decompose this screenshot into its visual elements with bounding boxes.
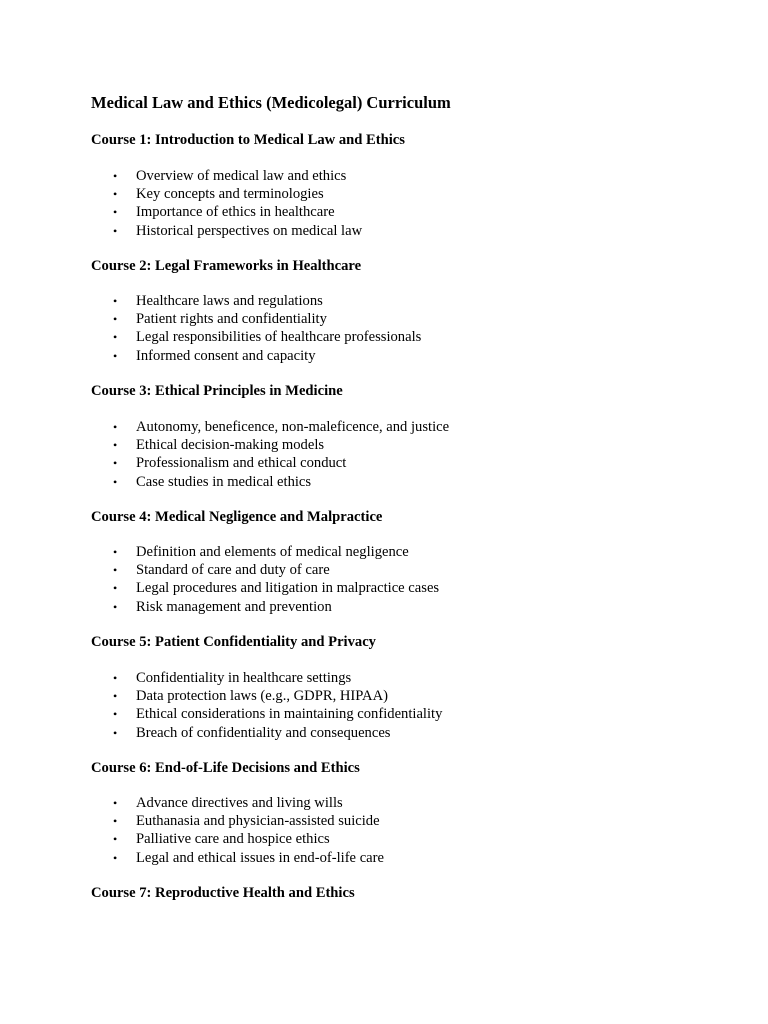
course-5-heading: Course 5: Patient Confidentiality and Privacy	[91, 634, 376, 650]
list-item	[91, 328, 421, 346]
list-item	[91, 812, 384, 830]
course-5-topic-list	[91, 669, 442, 742]
list-item	[91, 724, 442, 742]
list-item	[91, 543, 439, 561]
bullet-icon: •	[113, 456, 118, 471]
list-item	[91, 185, 362, 203]
list-item-text: Breach of confidentiality and consequences	[136, 724, 391, 741]
list-item	[91, 454, 449, 472]
course-3-heading: Course 3: Ethical Principles in Medicine	[91, 383, 343, 399]
list-item-text: Autonomy, beneficence, non-maleficence, and justice	[136, 419, 450, 435]
bullet-icon: •	[113, 832, 118, 847]
bullet-icon: •	[113, 707, 118, 722]
list-item-text: Professionalism and ethical conduct	[136, 455, 347, 472]
list-item	[91, 830, 384, 848]
bullet-icon: •	[113, 599, 118, 614]
list-item	[91, 705, 442, 723]
list-item	[91, 310, 421, 328]
list-item-text: Informed consent and capacity	[136, 347, 316, 364]
bullet-icon: •	[113, 294, 118, 308]
list-item	[91, 347, 421, 365]
bullet-icon: •	[113, 545, 118, 559]
bullet-icon: •	[113, 330, 118, 345]
course-3-topic-list	[91, 418, 449, 491]
bullet-icon: •	[113, 187, 118, 202]
course-4-heading: Course 4: Medical Negligence and Malpractice	[91, 509, 383, 525]
list-item	[91, 436, 449, 454]
bullet-icon: •	[113, 348, 118, 363]
list-item	[91, 669, 442, 687]
list-item-text: Key concepts and terminologies	[136, 186, 324, 203]
course-6-heading: Course 6: End-of-Life Decisions and Ethics	[91, 760, 360, 776]
list-item-text: Healthcare laws and regulations	[136, 293, 323, 309]
list-item	[91, 418, 449, 436]
bullet-icon: •	[113, 725, 118, 740]
list-item-text: Importance of ethics in healthcare	[136, 204, 335, 221]
list-item-text: Confidentiality in healthcare settings	[136, 670, 352, 686]
list-item-text: Legal procedures and litigation in malpractice cases	[136, 580, 440, 597]
bullet-icon: •	[113, 689, 118, 704]
list-item-text: Case studies in medical ethics	[136, 473, 312, 490]
bullet-icon: •	[113, 814, 118, 829]
list-item	[91, 292, 421, 310]
course-2-topic-list	[91, 292, 421, 365]
list-item-text: Overview of medical law and ethics	[136, 168, 347, 184]
bullet-icon: •	[113, 312, 118, 327]
list-item	[91, 203, 362, 221]
list-item-text: Legal and ethical issues in end-of-life care	[136, 849, 384, 866]
bullet-icon: •	[113, 474, 118, 489]
list-item-text: Data protection laws (e.g., GDPR, HIPAA)	[136, 688, 388, 705]
list-item	[91, 794, 384, 812]
bullet-icon: •	[113, 420, 118, 434]
bullet-icon: •	[113, 169, 118, 183]
list-item	[91, 222, 362, 240]
list-item-text: Patient rights and confidentiality	[136, 311, 327, 328]
bullet-icon: •	[113, 581, 118, 596]
bullet-icon: •	[113, 563, 118, 578]
list-item	[91, 167, 362, 185]
course-1-heading: Course 1: Introduction to Medical Law and Ethics	[91, 132, 405, 148]
course-7-heading: Course 7: Reproductive Health and Ethics	[91, 885, 355, 901]
bullet-icon: •	[113, 671, 118, 685]
list-item-text: Euthanasia and physician-assisted suicide	[136, 813, 380, 830]
course-6-topic-list	[91, 794, 384, 867]
list-item	[91, 687, 442, 705]
list-item-text: Definition and elements of medical negligence	[136, 544, 409, 560]
course-4-topic-list	[91, 543, 439, 616]
bullet-icon: •	[113, 205, 118, 220]
list-item	[91, 598, 439, 616]
bullet-icon: •	[113, 796, 118, 810]
bullet-icon: •	[113, 438, 118, 453]
list-item	[91, 579, 439, 597]
course-2-heading: Course 2: Legal Frameworks in Healthcare	[91, 258, 362, 274]
list-item-text: Ethical considerations in maintaining confidentiality	[136, 706, 443, 723]
document-title: Medical Law and Ethics (Medicolegal) Curriculum	[91, 93, 451, 112]
bullet-icon: •	[113, 223, 118, 238]
list-item-text: Palliative care and hospice ethics	[136, 831, 330, 848]
list-item-text: Legal responsibilities of healthcare professionals	[136, 329, 422, 346]
list-item	[91, 473, 449, 491]
list-item	[91, 561, 439, 579]
bullet-icon: •	[113, 850, 118, 865]
list-item-text: Ethical decision-making models	[136, 437, 325, 454]
course-1-topic-list	[91, 167, 362, 240]
list-item-text: Standard of care and duty of care	[136, 562, 330, 579]
list-item-text: Historical perspectives on medical law	[136, 222, 363, 239]
list-item-text: Risk management and prevention	[136, 598, 332, 615]
list-item-text: Advance directives and living wills	[136, 795, 343, 811]
list-item	[91, 849, 384, 867]
